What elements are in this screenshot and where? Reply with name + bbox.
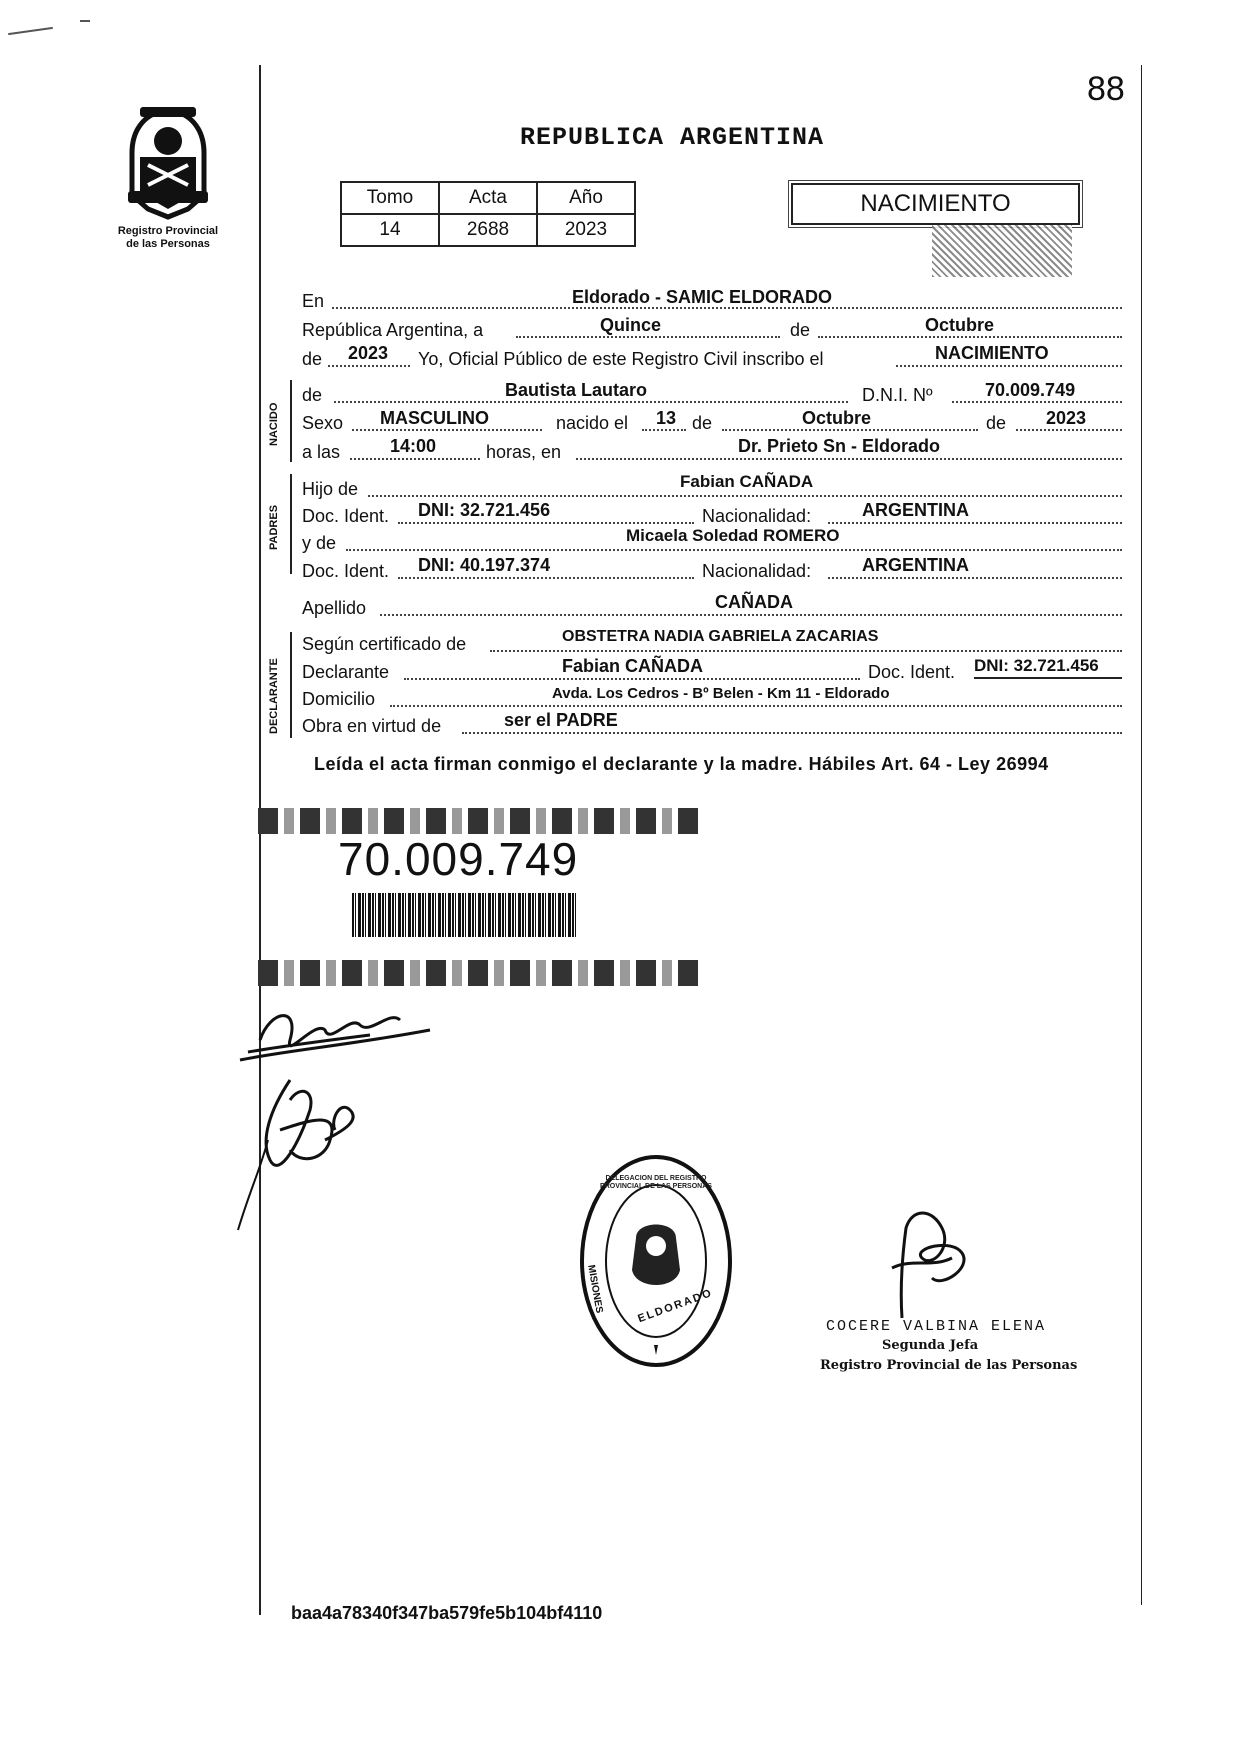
barcode (352, 893, 578, 937)
dotted-line (576, 458, 1122, 460)
dotted-line (722, 429, 978, 431)
day-text-value: Quince (600, 315, 662, 335)
nacido-el-label: nacido el (556, 413, 629, 433)
declarant-signature (230, 990, 490, 1260)
security-pattern (932, 225, 1072, 277)
doc-ident-label: Doc. Ident. (302, 561, 390, 581)
register-value: 2688 (439, 214, 537, 246)
seal-text: DELEGACION DEL REGISTRO PROVINCIAL DE LAS PERSONAS (600, 1175, 712, 1190)
doc-ident-label: Doc. Ident. (302, 506, 390, 526)
logo-caption (98, 225, 238, 251)
dotted-line (404, 678, 860, 680)
year-value: 2023 (348, 343, 389, 363)
hora-value: 14:00 (390, 436, 437, 456)
dotted-line (398, 522, 694, 524)
de-label: de (790, 320, 811, 340)
province-logo (118, 105, 218, 223)
nacido-de-label: de (302, 385, 323, 405)
padres-side-label: PADRES (268, 504, 280, 550)
dotted-line (346, 549, 1122, 551)
register-table (340, 181, 636, 247)
dotted-line (390, 705, 1122, 707)
section-bracket (290, 632, 292, 738)
nacionalidad-label: Nacionalidad: (702, 561, 812, 581)
apellido-label: Apellido (302, 598, 367, 618)
section-bracket (290, 474, 292, 574)
register-header: Acta (439, 182, 537, 214)
birth-month-value: Octubre (802, 408, 872, 428)
nacido-side-label: NACIDO (268, 402, 280, 446)
official-signature (872, 1198, 992, 1328)
month-text-value: Octubre (925, 315, 995, 335)
signer-role: Segunda Jefa (882, 1338, 979, 1353)
en-label: En (302, 291, 325, 311)
underline (974, 677, 1122, 679)
page-number: 88 (1087, 70, 1125, 108)
stamp-dni-number: 70.009.749 (338, 833, 579, 885)
seal-side-text: MISIONES (585, 1264, 605, 1315)
dotted-line (952, 401, 1122, 403)
document-hash: baa4a78340f347ba579fe5b104bf4110 (291, 1603, 603, 1623)
dotted-line (462, 732, 1122, 734)
sexo-value: MASCULINO (380, 408, 489, 428)
dotted-line (828, 577, 1122, 579)
padre-nac-value: ARGENTINA (862, 500, 969, 520)
dotted-line (352, 429, 542, 431)
inscribo-text: Yo, Oficial Público de este Registro Civil inscribo el (418, 349, 824, 369)
de-label: de (986, 413, 1007, 433)
signer-name: COCERE VALBINA ELENA (826, 1318, 1047, 1335)
domicilio-label: Domicilio (302, 689, 376, 709)
section-bracket (290, 380, 292, 462)
horas-en-label: horas, en (486, 442, 562, 462)
hora-label: a las (302, 442, 341, 462)
declarante-label: Declarante (302, 662, 390, 682)
dni-label: D.N.I. Nº (862, 385, 933, 405)
logo-caption-line: de las Personas (126, 238, 210, 250)
register-value: 2023 (537, 214, 635, 246)
dotted-line (350, 458, 480, 460)
dotted-line (818, 336, 1122, 338)
signer-org: Registro Provincial de las Personas (820, 1358, 1078, 1373)
nacionalidad-label: Nacionalidad: (702, 506, 812, 526)
register-header: Tomo (341, 182, 439, 214)
dotted-line (380, 614, 1122, 616)
cert-label: Según certificado de (302, 634, 467, 654)
dotted-line (1016, 429, 1122, 431)
birth-year-value: 2023 (1046, 408, 1087, 428)
child-dni-value: 70.009.749 (985, 380, 1076, 400)
padre-name-value: Fabian CAÑADA (680, 472, 814, 491)
right-margin-line (1141, 65, 1142, 1605)
stamp-border-top (258, 808, 698, 834)
dotted-line (642, 429, 686, 431)
dotted-line (490, 650, 1122, 652)
obra-label: Obra en virtud de (302, 716, 442, 736)
scan-mark (8, 27, 53, 35)
scan-mark (80, 20, 90, 22)
republica-label: República Argentina, a (302, 320, 484, 340)
register-value: 14 (341, 214, 439, 246)
hijo-de-label: Hijo de (302, 479, 359, 499)
obra-value: ser el PADRE (504, 710, 618, 730)
dotted-line (328, 365, 410, 367)
lugar-value: Dr. Prieto Sn - Eldorado (738, 436, 941, 456)
sexo-label: Sexo (302, 413, 344, 433)
madre-doc-value: DNI: 40.197.374 (418, 555, 551, 575)
madre-nac-value: ARGENTINA (862, 555, 969, 575)
stamp-border-bottom (258, 960, 698, 986)
declarante-value: Fabian CAÑADA (562, 656, 704, 676)
dotted-line (368, 495, 1122, 497)
page-title: REPUBLICA ARGENTINA (520, 123, 825, 152)
domicilio-value: Avda. Los Cedros - Bº Belen - Km 11 - Eldorado (552, 685, 890, 702)
logo-caption-line: Registro Provincial (117, 225, 219, 237)
declarante-side-label: DECLARANTE (268, 658, 280, 734)
seal-center-text: ELDORADO (636, 1286, 715, 1326)
birth-day-value: 13 (656, 408, 677, 428)
y-de-label: y de (302, 533, 337, 553)
year-prefix-label: de (302, 349, 323, 369)
child-name-value: Bautista Lautaro (505, 380, 648, 400)
dotted-line (516, 336, 780, 338)
de-label: de (692, 413, 713, 433)
cert-value: OBSTETRA NADIA GABRIELA ZACARIAS (562, 628, 879, 645)
place-value: Eldorado - SAMIC ELDORADO (572, 287, 832, 307)
record-type-box: NACIMIENTO (791, 183, 1080, 225)
apellido-value: CAÑADA (715, 592, 793, 612)
doc-ident-label: Doc. Ident. (868, 662, 956, 682)
dotted-line (828, 522, 1122, 524)
legal-text: Leída el acta firman conmigo el declarante y la madre. Hábiles Art. 64 - Ley 26994 (314, 754, 1049, 774)
acta-type-value: NACIMIENTO (935, 343, 1049, 363)
madre-name-value: Micaela Soledad ROMERO (626, 526, 840, 545)
declarante-doc-value: DNI: 32.721.456 (974, 656, 1099, 675)
dotted-line (398, 577, 694, 579)
register-header: Año (537, 182, 635, 214)
left-margin-line (259, 65, 261, 1615)
dotted-line (334, 401, 848, 403)
padre-doc-value: DNI: 32.721.456 (418, 500, 551, 520)
dotted-line (896, 365, 1122, 367)
